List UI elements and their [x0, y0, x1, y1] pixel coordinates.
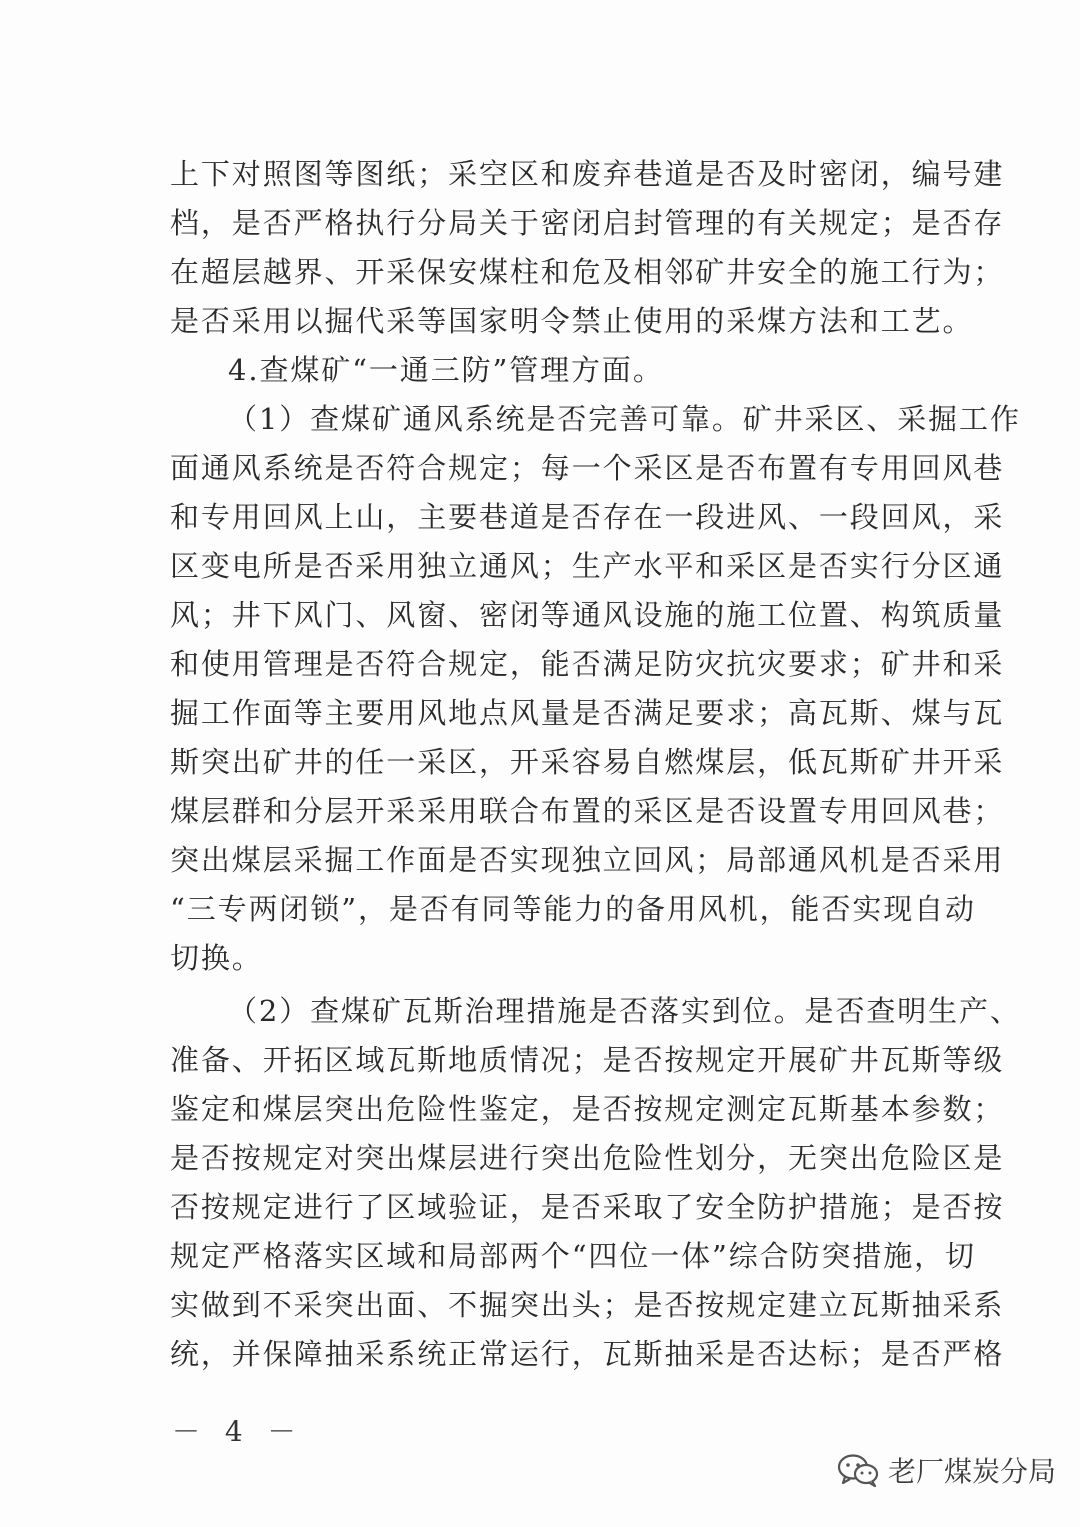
section-heading: 4.查煤矿“一通三防”管理方面。 — [228, 353, 664, 387]
text-line: 风；井下风门、风窗、密闭等通风设施的施工位置、构筑质量 — [170, 598, 1005, 632]
text-line: 区变电所是否采用独立通风；生产水平和采区是否实行分区通 — [170, 549, 1005, 583]
paragraph-start: （2）查煤矿瓦斯治理措施是否落实到位。是否查明生产、 — [228, 994, 1021, 1028]
page-number: － 4 － — [172, 1415, 304, 1448]
text-line: 否按规定进行了区域验证，是否采取了安全防护措施；是否按 — [170, 1190, 1005, 1224]
text-line: 规定严格落实区域和局部两个“四位一体”综合防突措施，切 — [170, 1239, 976, 1273]
body-text — [170, 150, 1021, 1379]
text-line: 掘工作面等主要用风地点风量是否满足要求；高瓦斯、煤与瓦 — [170, 696, 1005, 730]
text-line: 上下对照图等图纸；采空区和废弃巷道是否及时密闭，编号建 — [170, 157, 1005, 191]
text-line: 档，是否严格执行分局关于密闭启封管理的有关规定；是否存 — [170, 206, 1005, 240]
text-line: 是否按规定对突出煤层进行突出危险性划分，无突出危险区是 — [170, 1141, 1005, 1175]
text-line: 和专用回风上山，主要巷道是否存在一段进风、一段回风，采 — [170, 500, 1005, 534]
text-line: 准备、开拓区域瓦斯地质情况；是否按规定开展矿井瓦斯等级 — [170, 1043, 1005, 1077]
text-line: 煤层群和分层开采采用联合布置的采区是否设置专用回风巷； — [170, 794, 1005, 828]
text-line: 鉴定和煤层突出危险性鉴定，是否按规定测定瓦斯基本参数； — [170, 1092, 1005, 1126]
text-line: 和使用管理是否符合规定，能否满足防灾抗灾要求；矿井和采 — [170, 647, 1005, 681]
wechat-icon — [836, 1452, 880, 1488]
text-line: “三专两闭锁”，是否有同等能力的备用风机，能否实现自动 — [170, 892, 976, 926]
text-line: 突出煤层采掘工作面是否实现独立回风；局部通风机是否采用 — [170, 843, 1005, 877]
text-line: 斯突出矿井的任一采区，开采容易自燃煤层，低瓦斯矿井开采 — [170, 745, 1005, 779]
text-line: 切换。 — [170, 941, 263, 975]
text-line: 实做到不采突出面、不掘突出头；是否按规定建立瓦斯抽采系 — [170, 1288, 1005, 1322]
text-line: 是否采用以掘代采等国家明令禁止使用的采煤方法和工艺。 — [170, 304, 974, 338]
text-line: 统，并保障抽采系统正常运行，瓦斯抽采是否达标；是否严格 — [170, 1337, 1005, 1371]
paragraph-start: （1）查煤矿通风系统是否完善可靠。矿井采区、采掘工作 — [228, 402, 1021, 436]
watermark-text: 老厂煤炭分局 — [888, 1455, 1057, 1488]
wechat-watermark — [836, 1450, 1056, 1490]
text-line: 在超层越界、开采保安煤柱和危及相邻矿井安全的施工行为； — [170, 255, 1005, 289]
text-line: 面通风系统是否符合规定；每一个采区是否布置有专用回风巷 — [170, 451, 1005, 485]
